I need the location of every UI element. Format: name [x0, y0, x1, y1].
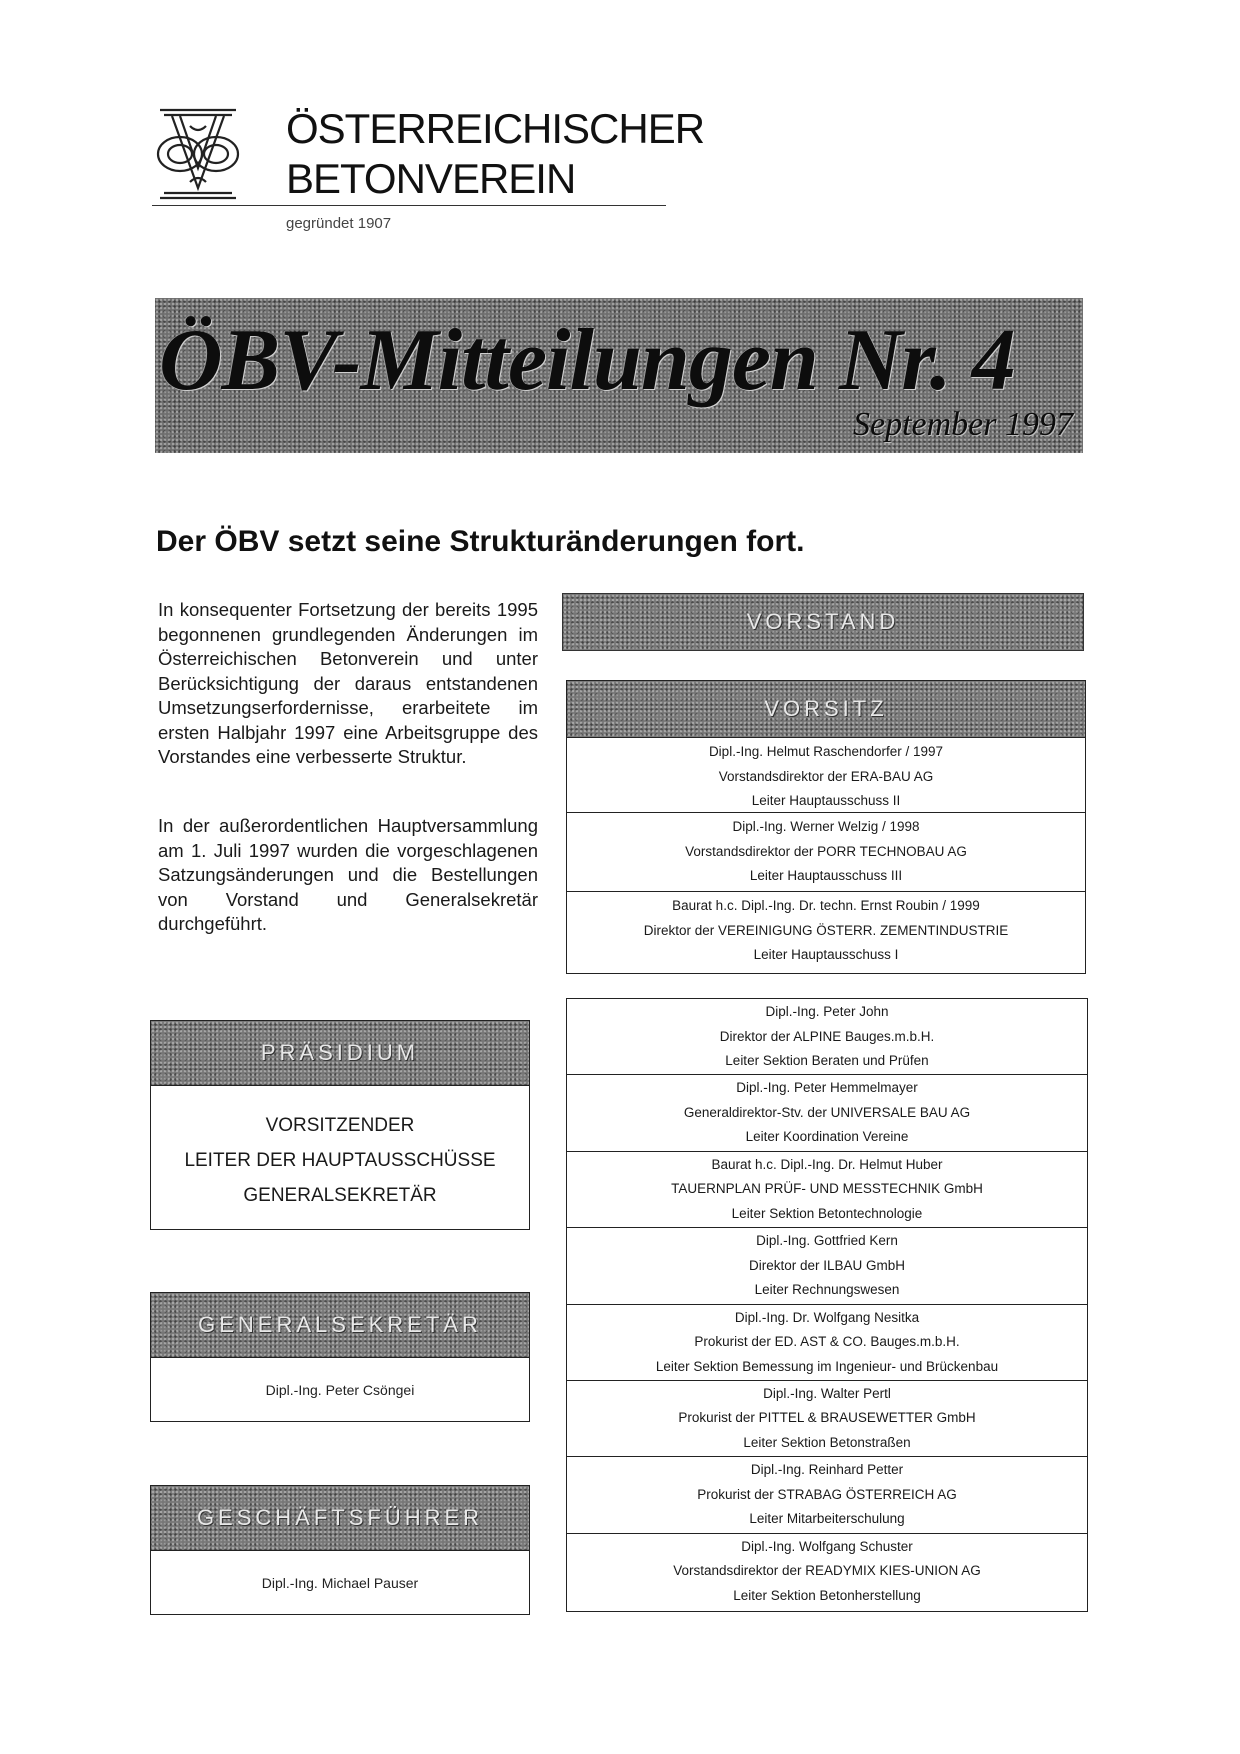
- geschaeftsfuehrer-heading: GESCHÄFTSFÜHRER: [151, 1486, 529, 1551]
- vorstand-member: [567, 1305, 1087, 1381]
- member-role: Leiter Sektion Betontechnologie: [731, 1205, 923, 1221]
- member-name: Dipl.-Ing. Peter Hemmelmayer: [736, 1080, 918, 1096]
- member-position: Prokurist der STRABAG ÖSTERREICH AG: [697, 1486, 957, 1502]
- betonverein-logo-icon: [150, 106, 246, 202]
- vorsitz-member: [567, 738, 1085, 813]
- member-role: Leiter Hauptausschuss III: [749, 868, 903, 883]
- member-role: Leiter Sektion Betonherstellung: [733, 1587, 921, 1603]
- article-headline: Der ÖBV setzt seine Strukturänderungen fort.: [156, 525, 805, 558]
- member-name: Baurat h.c. Dipl.-Ing. Dr. Helmut Huber: [711, 1156, 943, 1172]
- member-role: Leiter Rechnungswesen: [754, 1282, 900, 1298]
- vorsitz-heading: VORSITZ: [567, 681, 1085, 738]
- masthead-title: ÖBV-Mitteilungen Nr. 4: [159, 312, 1015, 409]
- member-role: Leiter Hauptausschuss II: [751, 793, 901, 808]
- member-position: Vorstandsdirektor der READYMIX KIES-UNION AG: [673, 1563, 981, 1579]
- vorsitz-member: [567, 813, 1085, 892]
- vorstand-heading: VORSTAND: [562, 593, 1084, 651]
- praesidium-line: LEITER DER HAUPTAUSSCHÜSSE: [184, 1150, 496, 1171]
- founded-note: gegründet 1907: [286, 215, 392, 232]
- vorstand-member-list: [566, 998, 1088, 1612]
- generalsekretaer-heading: GENERALSEKRETÄR: [151, 1293, 529, 1358]
- org-name: [286, 104, 704, 204]
- member-position: Direktor der ALPINE Bauges.m.b.H.: [719, 1028, 935, 1044]
- member-position: TAUERNPLAN PRÜF- UND MESSTECHNIK GmbH: [671, 1181, 983, 1197]
- member-role: Leiter Sektion Bemessung im Ingenieur- und Brückenbau: [655, 1358, 999, 1374]
- member-role: Leiter Hauptausschuss I: [753, 947, 899, 962]
- member-name: Dipl.-Ing. Wolfgang Schuster: [741, 1538, 913, 1554]
- member-name: Dipl.-Ing. Helmut Raschendorfer / 1997: [708, 744, 944, 759]
- vorstand-member: [567, 1457, 1087, 1533]
- praesidium-members: [151, 1086, 529, 1213]
- member-position: Generaldirektor-Stv. der UNIVERSALE BAU AG: [683, 1104, 971, 1120]
- vorstand-member: [567, 1381, 1087, 1457]
- vorstand-member: [567, 1075, 1087, 1151]
- generalsekretaer-box: [150, 1292, 530, 1422]
- member-role: Leiter Koordination Vereine: [745, 1129, 909, 1145]
- vorstand-member: [567, 1152, 1087, 1228]
- org-name-line1: ÖSTERREICHISCHER: [286, 105, 705, 152]
- member-role: Leiter Sektion Betonstraßen: [743, 1434, 911, 1450]
- member-name: Dipl.-Ing. Walter Pertl: [763, 1385, 891, 1401]
- member-name: Dipl.-Ing. Reinhard Petter: [750, 1462, 904, 1478]
- member-name: Dipl.-Ing. Peter John: [765, 1004, 889, 1019]
- praesidium-line: VORSITZENDER: [265, 1115, 415, 1136]
- member-position: Prokurist der PITTEL & BRAUSEWETTER GmbH: [678, 1410, 976, 1426]
- member-name: Dipl.-Ing. Gottfried Kern: [756, 1233, 898, 1249]
- member-position: Vorstandsdirektor der PORR TECHNOBAU AG: [685, 843, 967, 859]
- member-name: Baurat h.c. Dipl.-Ing. Dr. techn. Ernst Roubin / 1999: [672, 898, 980, 913]
- vorsitz-box: [566, 680, 1086, 974]
- member-role: Leiter Sektion Beraten und Prüfen: [725, 1053, 929, 1068]
- praesidium-line: GENERALSEKRETÄR: [243, 1185, 437, 1206]
- masthead-banner: [155, 298, 1083, 453]
- geschaeftsfuehrer-name: Dipl.-Ing. Michael Pauser: [261, 1575, 419, 1591]
- vorstand-member: [567, 999, 1087, 1075]
- header-divider: [152, 205, 666, 206]
- intro-paragraph-2: In der außerordentlichen Hauptversammlung am 1. Juli 1997 wurden die vorgeschlagenen Satzungsänderungen und die Bestellungen von Vorstand und Generalsekretär durchgeführt.: [158, 815, 538, 934]
- vorstand-member: [567, 1228, 1087, 1304]
- vorsitz-member: [567, 892, 1085, 967]
- praesidium-heading: PRÄSIDIUM: [151, 1021, 529, 1086]
- member-position: Prokurist der ED. AST & CO. Bauges.m.b.H.: [694, 1334, 960, 1350]
- member-name: Dipl.-Ing. Werner Welzig / 1998: [732, 819, 920, 834]
- member-position: Vorstandsdirektor der ERA-BAU AG: [718, 768, 934, 784]
- intro-paragraph-1: In konsequenter Fortsetzung der bereits 1995 begonnenen grundlegenden Änderungen im Österreichischen Betonverein und unter Berücksichtigung der daraus entstandenen Umsetzungserfordernisse, erarbeitete im ersten Halbjahr 1997 eine Arbeitsgruppe des Vorstandes eine verbesserte Struktur.: [158, 599, 538, 767]
- member-position: Direktor der ILBAU GmbH: [748, 1257, 906, 1273]
- member-position: Direktor der VEREINIGUNG ÖSTERR. ZEMENTINDUSTRIE: [643, 922, 1009, 938]
- member-role: Leiter Mitarbeiterschulung: [749, 1511, 905, 1527]
- org-name-line2: BETONVEREIN: [286, 155, 576, 202]
- praesidium-box: [150, 1020, 530, 1230]
- masthead-date: September 1997: [852, 406, 1073, 443]
- generalsekretaer-name: Dipl.-Ing. Peter Csöngei: [265, 1382, 415, 1398]
- vorstand-member: [567, 1534, 1087, 1610]
- member-name: Dipl.-Ing. Dr. Wolfgang Nesitka: [734, 1309, 920, 1325]
- geschaeftsfuehrer-box: [150, 1485, 530, 1615]
